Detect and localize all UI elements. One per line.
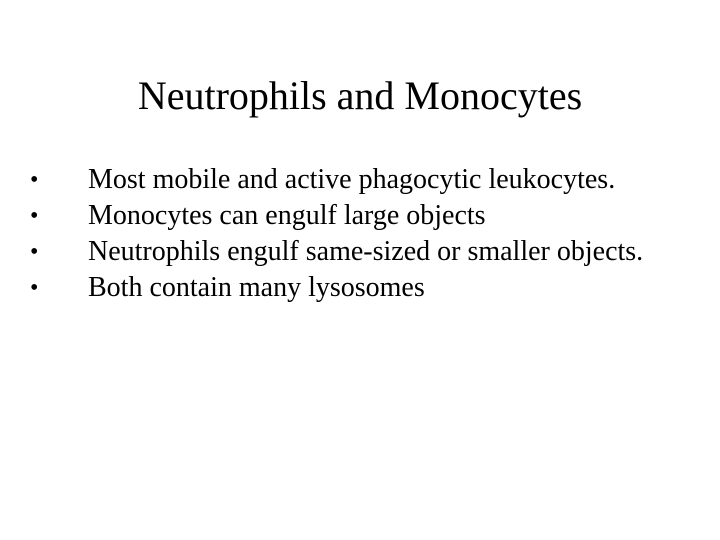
bullet-item [30, 234, 680, 270]
bullet-text: Neutrophils engulf same-sized or smaller objects. [88, 236, 644, 267]
bullet-list [30, 162, 680, 306]
bullet-marker: • [30, 239, 39, 265]
bullet-marker: • [30, 167, 39, 193]
slide-title: Neutrophils and Monocytes [137, 73, 583, 118]
bullet-text: Both contain many lysosomes [88, 272, 425, 303]
bullet-text: Monocytes can engulf large objects [88, 200, 486, 231]
bullet-marker: • [30, 275, 39, 301]
bullet-item [30, 162, 680, 198]
bullet-item [30, 198, 680, 234]
bullet-marker: • [30, 203, 39, 229]
bullet-text: Most mobile and active phagocytic leukocytes. [88, 164, 616, 195]
bullet-item [30, 270, 680, 306]
